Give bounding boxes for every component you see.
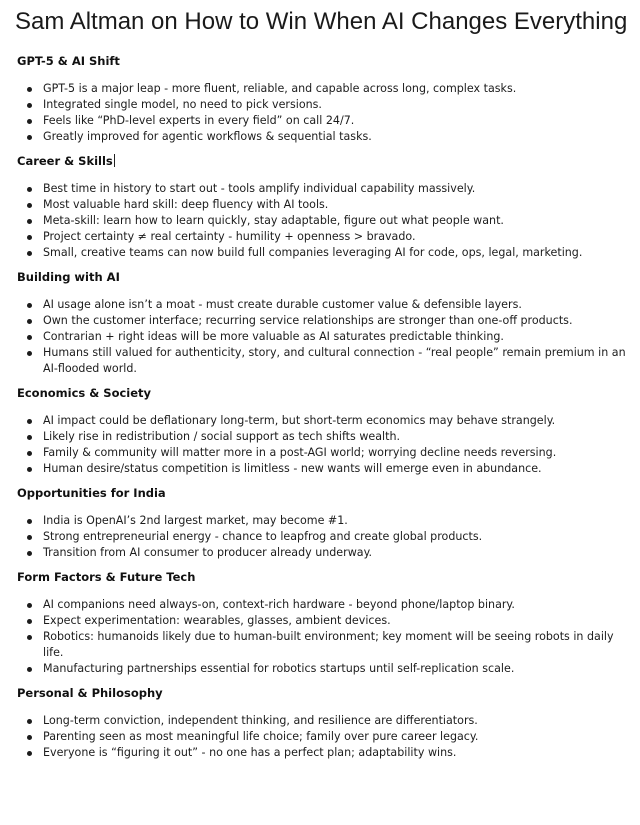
bullet-item[interactable]: Own the customer interface; recurring service relationships are stronger than one-off products. xyxy=(0,313,640,329)
section-heading[interactable]: GPT-5 & AI Shift xyxy=(17,54,120,68)
bullet-item[interactable]: Best time in history to start out - tools amplify individual capability massively. xyxy=(0,181,640,197)
bullet-item[interactable]: AI companions need always-on, context-rich hardware - beyond phone/laptop binary. xyxy=(0,597,640,613)
text-cursor xyxy=(114,154,115,167)
bullet-list xyxy=(0,513,640,561)
bullet-item[interactable]: Everyone is “figuring it out” - no one has a perfect plan; adaptability wins. xyxy=(0,745,640,761)
sections-container xyxy=(0,54,640,770)
bullet-item[interactable]: Long-term conviction, independent thinking, and resilience are differentiators. xyxy=(0,713,640,729)
bullet-item[interactable]: Feels like “PhD-level experts in every field” on call 24/7. xyxy=(0,113,640,129)
bullet-item[interactable]: Expect experimentation: wearables, glasses, ambient devices. xyxy=(0,613,640,629)
bullet-item[interactable]: Most valuable hard skill: deep fluency with AI tools. xyxy=(0,197,640,213)
page-title: Sam Altman on How to Win When AI Changes Everything xyxy=(15,8,628,35)
bullet-item[interactable]: Project certainty ≠ real certainty - humility + openness > bravado. xyxy=(0,229,640,245)
bullet-item[interactable]: Contrarian + right ideas will be more valuable as AI saturates predictable thinking. xyxy=(0,329,640,345)
section-building-with-ai xyxy=(0,270,640,377)
bullet-item[interactable]: Robotics: humanoids likely due to human-built environment; key moment will be seeing robots in daily life. xyxy=(0,629,640,661)
bullet-item[interactable]: GPT-5 is a major leap - more fluent, reliable, and capable across long, complex tasks. xyxy=(0,81,640,97)
bullet-item[interactable]: AI impact could be deflationary long-term, but short-term economics may behave strangely. xyxy=(0,413,640,429)
bullet-list xyxy=(0,597,640,677)
bullet-item[interactable]: Likely rise in redistribution / social support as tech shifts wealth. xyxy=(0,429,640,445)
section-heading-text[interactable]: Career & Skills xyxy=(17,154,113,168)
bullet-item[interactable]: Meta-skill: learn how to learn quickly, stay adaptable, figure out what people want. xyxy=(0,213,640,229)
bullet-item[interactable]: Transition from AI consumer to producer already underway. xyxy=(0,545,640,561)
section-heading-with-cursor[interactable] xyxy=(17,154,640,168)
section-form-factors xyxy=(0,570,640,677)
bullet-item[interactable]: Small, creative teams can now build full companies leveraging AI for code, ops, legal, marketing. xyxy=(0,245,640,261)
bullet-item[interactable]: Greatly improved for agentic workflows & sequential tasks. xyxy=(0,129,640,145)
bullet-list xyxy=(0,413,640,477)
bullet-item[interactable]: Manufacturing partnerships essential for robotics startups until self-replication scale. xyxy=(0,661,640,677)
bullet-item[interactable]: India is OpenAI’s 2nd largest market, may become #1. xyxy=(0,513,640,529)
bullet-list xyxy=(0,297,640,377)
bullet-item[interactable]: Strong entrepreneurial energy - chance to leapfrog and create global products. xyxy=(0,529,640,545)
section-opportunities-india xyxy=(0,486,640,561)
bullet-item[interactable]: Integrated single model, no need to pick versions. xyxy=(0,97,640,113)
bullet-item[interactable]: Humans still valued for authenticity, story, and cultural connection - “real people” remain premium in an AI-flooded world. xyxy=(0,345,640,377)
bullet-list xyxy=(0,181,640,261)
section-heading[interactable]: Opportunities for India xyxy=(17,486,166,500)
bullet-item[interactable]: AI usage alone isn’t a moat - must create durable customer value & defensible layers. xyxy=(0,297,640,313)
section-heading[interactable]: Building with AI xyxy=(17,270,120,284)
bullet-item[interactable]: Parenting seen as most meaningful life choice; family over pure career legacy. xyxy=(0,729,640,745)
section-heading[interactable]: Economics & Society xyxy=(17,386,152,400)
section-career-skills xyxy=(0,154,640,261)
section-personal-philosophy xyxy=(0,686,640,761)
section-heading[interactable]: Personal & Philosophy xyxy=(17,686,163,700)
section-heading[interactable]: Form Factors & Future Tech xyxy=(17,570,196,584)
section-economics-society xyxy=(0,386,640,477)
section-gpt5-ai-shift xyxy=(0,54,640,145)
bullet-list xyxy=(0,81,640,145)
bullet-item[interactable]: Human desire/status competition is limitless - new wants will emerge even in abundance. xyxy=(0,461,640,477)
bullet-item[interactable]: Family & community will matter more in a post-AGI world; worrying decline needs reversing. xyxy=(0,445,640,461)
bullet-list xyxy=(0,713,640,761)
